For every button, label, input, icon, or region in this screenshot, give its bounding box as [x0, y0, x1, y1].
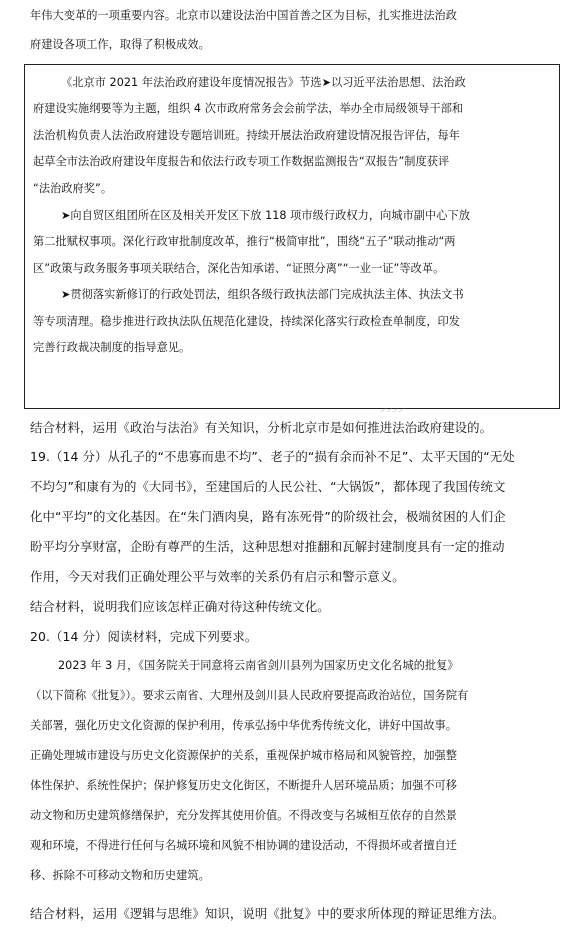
question-19-line: 不均匀”和康有为的《大同书》，至建国后的人民公社、“大锅饭”，都体现了我国传统文: [30, 479, 506, 494]
material-line: “法治政府奖”。: [33, 182, 113, 195]
material-line: 法治机构负责人法治政府建设专题培训班。持续开展法治政府建设情况报告评估，每年: [33, 129, 461, 142]
material-line: 《北京市 2021 年法治政府建设年度情况报告》节选➤以习近平法治思想、法治政: [61, 76, 466, 89]
watermark-mark: [380, 407, 406, 413]
question-20-line: 正确处理城市建设与历史文化资源保护的关系，重视保护城市格局和风貌管控，加强整: [30, 749, 458, 762]
question-20-line: 2023 年 3 月，《国务院关于同意将云南省剑川县列为国家历史文化名城的批复》: [58, 659, 459, 672]
material-line: 起草全市法治政府建设年度报告和依法行政专项工作数据监测报告“双报告”制度获评: [33, 155, 450, 168]
question-20-line: （以下简称《批复》）。要求云南省、大理州及剑川县人民政府要提高政治站位，国务院有: [30, 689, 469, 702]
question-19-line: 盼平均分享财富，企盼有尊严的生活，这种思想对推翻和瓦解封建制度具有一定的推动: [30, 539, 505, 554]
question-19-line: 19.（14 分）从孔子的“不患寡而患不均”、老子的“损有余而补不足”、太平天国的“无处: [30, 449, 515, 464]
question-19-line: 化中“平均”的文化基因。在“朱门酒肉臭，路有冻死骨”的阶级社会，极端贫困的人们企: [30, 509, 506, 524]
question-20-line: 动文物和历史建筑修缮保护，充分发挥其使用价值。不得改变与名城相互依存的自然景: [30, 809, 458, 822]
intro-line-2: 府建设各项工作，取得了积极成效。: [30, 38, 210, 51]
material-line: 完善行政裁决制度的指导意见。: [33, 341, 191, 354]
material-box: [24, 64, 560, 409]
material-line: ➤向自贸区组团所在区及相关开发区下放 118 项市级行政权力，向城市副中心下放: [61, 209, 470, 222]
question-20-header: 20.（14 分）阅读材料，完成下列要求。: [30, 629, 258, 644]
question-19-line: 作用，今天对我们正确处理公平与效率的关系仍有启示和警示意义。: [30, 569, 405, 584]
question-20-prompt: 结合材料，运用《逻辑与思维》知识，说明《批复》中的要求所体现的辩证思维方法。: [30, 906, 505, 921]
question-20-line: 观和环境，不得进行任何与名城环境和风貌不相协调的建设活动，不得损坏或者擅自迁: [30, 839, 458, 852]
material-line: ➤贯彻落实新修订的行政处罚法，组织各级行政执法部门完成执法主体、执法文书: [61, 288, 464, 301]
material-line: 府建设实施纲要等为主题，组织 4 次市政府常务会会前学法，举办全市局级领导干部和: [33, 102, 464, 115]
material-line: 区”政策与政务服务事项关联结合，深化告知承诺、“证照分离”“一业一证”等改革。: [33, 262, 445, 275]
question-20-line: 关部署，强化历史文化资源的保护利用，传承弘扬中华优秀传统文化，讲好中国故事。: [30, 719, 458, 732]
intro-line-1: 年伟大变革的一项重要内容。北京市以建设法治中国首善之区为目标，扎实推进法治政: [30, 9, 458, 22]
question-19-prompt: 结合材料，说明我们应该怎样正确对待这种传统文化。: [30, 599, 330, 614]
material-line: 第二批赋权事项。深化行政审批制度改革，推行“极简审批”，围绕“五子”联动推动“两: [33, 235, 456, 248]
question-20-line: 体性保护、系统性保护；保护修复历史文化街区，不断提升人居环境品质；加强不可移: [30, 779, 458, 792]
question-20-line: 移、拆除不可移动文物和历史建筑。: [30, 869, 210, 882]
material-line: 等专项清理。稳步推进行政执法队伍规范化建设，持续深化落实行政检查单制度，印发: [33, 315, 461, 328]
question-18-prompt: 结合材料，运用《政治与法治》有关知识，分析北京市是如何推进法治政府建设的。: [30, 420, 493, 435]
